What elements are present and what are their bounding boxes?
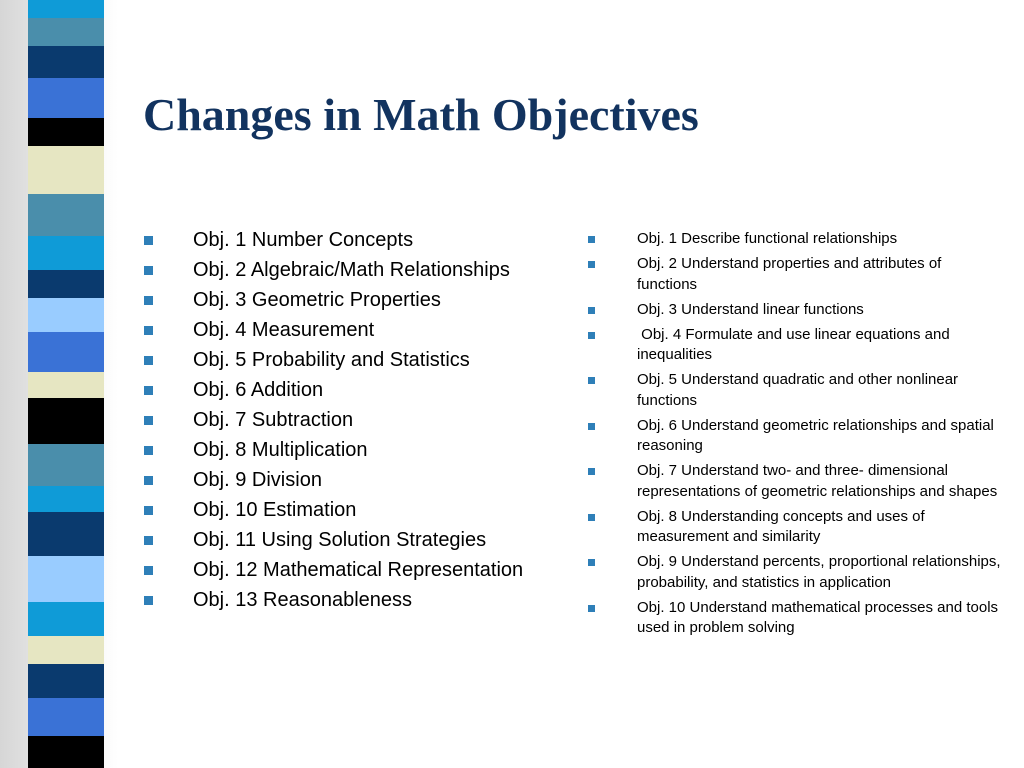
slide-title: Changes in Math Objectives xyxy=(143,89,699,140)
square-bullet-icon xyxy=(588,514,595,521)
list-item-text: Obj. 6 Addition xyxy=(193,379,324,401)
left-decorative-strip xyxy=(0,0,118,768)
stripe-band xyxy=(28,398,104,444)
list-item xyxy=(140,528,540,552)
stripe-band xyxy=(28,698,104,736)
list-item xyxy=(585,370,1005,411)
stripe-band xyxy=(28,444,104,486)
list-item-text: Obj. 5 Probability and Statistics xyxy=(193,349,470,371)
square-bullet-icon xyxy=(588,605,595,612)
square-bullet-icon xyxy=(588,261,595,268)
square-bullet-icon xyxy=(144,536,153,545)
square-bullet-icon xyxy=(144,446,153,455)
stripe-band xyxy=(28,298,104,332)
stripe-band xyxy=(28,0,104,18)
list-item-text: Obj. 1 Describe functional relationships xyxy=(637,230,898,247)
list-item xyxy=(140,468,540,492)
list-item-text: Obj. 13 Reasonableness xyxy=(193,589,413,611)
list-item-text: Obj. 7 Subtraction xyxy=(193,409,354,431)
list-item-text: Obj. 4 Measurement xyxy=(193,319,375,341)
list-item xyxy=(585,325,1005,366)
list-item xyxy=(140,318,540,342)
list-item-text: Obj. 10 Understand mathematical processes and tools used in problem solving xyxy=(637,598,999,636)
square-bullet-icon xyxy=(144,266,153,275)
list-item-text: Obj. 5 Understand quadratic and other nonlinear functions xyxy=(637,371,959,409)
stripe-band xyxy=(28,556,104,602)
list-item xyxy=(140,228,540,252)
square-bullet-icon xyxy=(144,386,153,395)
list-item xyxy=(140,558,540,582)
stripe-band xyxy=(28,602,104,636)
list-item xyxy=(140,288,540,312)
list-item xyxy=(585,507,1005,548)
list-item xyxy=(140,408,540,432)
square-bullet-icon xyxy=(588,236,595,243)
list-item xyxy=(585,229,1005,250)
stripe-band xyxy=(28,270,104,298)
right-objectives-list xyxy=(585,229,1005,643)
square-bullet-icon xyxy=(144,236,153,245)
stripe-band xyxy=(28,372,104,398)
list-item-text: Obj. 2 Algebraic/Math Relationships xyxy=(193,259,510,281)
list-item-text: Obj. 4 Formulate and use linear equations and inequalities xyxy=(637,325,950,363)
square-bullet-icon xyxy=(144,326,153,335)
list-item-text: Obj. 9 Understand percents, proportional relationships, probability, and statistics in application xyxy=(637,553,1001,591)
square-bullet-icon xyxy=(588,332,595,339)
list-item-text: Obj. 3 Understand linear functions xyxy=(637,300,864,318)
list-item xyxy=(140,588,540,612)
list-item xyxy=(140,258,540,282)
square-bullet-icon xyxy=(144,356,153,365)
stripe-band xyxy=(28,18,104,46)
list-item xyxy=(585,416,1005,457)
striped-band-decoration xyxy=(28,0,104,768)
stripe-band xyxy=(28,636,104,664)
list-item xyxy=(585,598,1005,639)
list-item xyxy=(585,552,1005,593)
list-item-text: Obj. 1 Number Concepts xyxy=(193,229,414,251)
list-item xyxy=(140,378,540,402)
list-item-text: Obj. 7 Understand two- and three- dimensional representations of geometric relationships and shapes xyxy=(637,462,998,500)
square-bullet-icon xyxy=(144,416,153,425)
list-item-text: Obj. 3 Geometric Properties xyxy=(193,289,441,311)
square-bullet-icon xyxy=(144,476,153,485)
stripe-band xyxy=(28,194,104,236)
list-item-text: Obj. 11 Using Solution Strategies xyxy=(193,529,487,551)
square-bullet-icon xyxy=(588,468,595,475)
stripe-band xyxy=(28,118,104,146)
list-item xyxy=(140,498,540,522)
square-bullet-icon xyxy=(144,506,153,515)
list-item-text: Obj. 12 Mathematical Representation xyxy=(193,559,524,581)
stripe-band xyxy=(28,736,104,768)
list-item xyxy=(585,300,1005,321)
stripe-band xyxy=(28,46,104,78)
square-bullet-icon xyxy=(144,596,153,605)
list-item-text: Obj. 9 Division xyxy=(193,469,322,491)
list-item xyxy=(140,438,540,462)
stripe-band xyxy=(28,332,104,372)
square-bullet-icon xyxy=(588,377,595,384)
list-item-text: Obj. 8 Understanding concepts and uses of measurement and similarity xyxy=(637,507,925,545)
stripe-band xyxy=(28,146,104,194)
list-item xyxy=(585,461,1005,502)
list-item-text: Obj. 10 Estimation xyxy=(193,499,357,521)
stripe-band xyxy=(28,236,104,270)
square-bullet-icon xyxy=(588,423,595,430)
stripe-band xyxy=(28,664,104,698)
square-bullet-icon xyxy=(588,307,595,314)
stripe-band xyxy=(28,78,104,118)
list-item-text: Obj. 8 Multiplication xyxy=(193,439,368,461)
list-item-text: Obj. 6 Understand geometric relationships and spatial reasoning xyxy=(637,416,994,454)
square-bullet-icon xyxy=(144,566,153,575)
list-item xyxy=(140,348,540,372)
stripe-band xyxy=(28,512,104,556)
stripe-band xyxy=(28,486,104,512)
square-bullet-icon xyxy=(144,296,153,305)
list-item xyxy=(585,254,1005,295)
square-bullet-icon xyxy=(588,559,595,566)
left-objectives-list xyxy=(140,228,540,618)
list-item-text: Obj. 2 Understand properties and attributes of functions xyxy=(637,255,942,293)
